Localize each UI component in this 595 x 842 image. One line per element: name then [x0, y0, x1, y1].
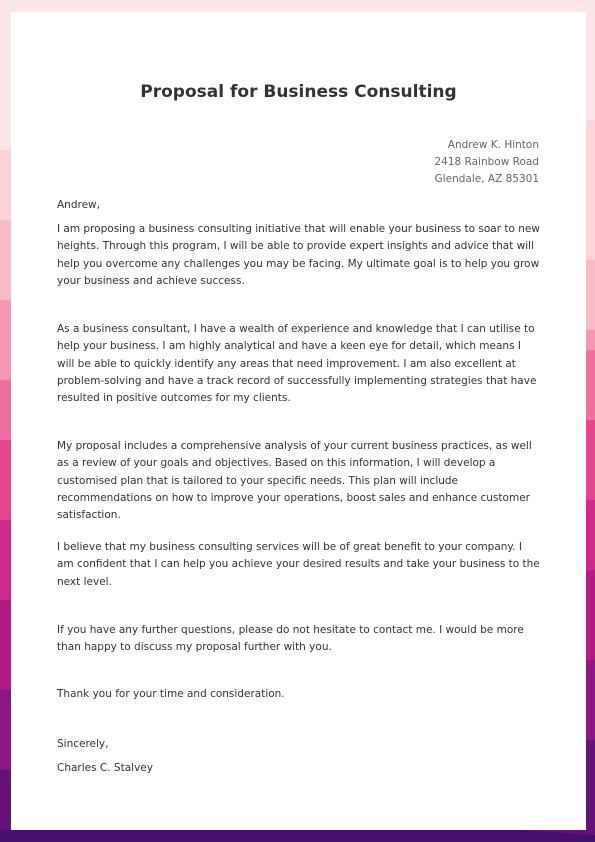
paragraph-benefit	[57, 539, 541, 591]
letter-title: Proposal for Business Consulting	[140, 82, 457, 102]
sender-name: Andrew K. Hinton	[447, 139, 539, 151]
paragraph-text: My proposal includes a comprehensive analysis of your current business practices, as well as a review of your goals and objectives. Based on this information, I will develop a customised plan that is tailored to your specific needs. This plan will include recommendations on how to improve your operations, boost sales and enhance customer satisfaction.	[57, 440, 532, 522]
paragraph-contact	[57, 622, 541, 657]
signature-name: Charles C. Stalvey	[57, 762, 153, 774]
closing: Sincerely,	[57, 738, 109, 750]
letter-page	[11, 12, 586, 830]
paragraph-text: If you have any further questions, please do not hesitate to contact me. I would be more than happy to discuss my proposal further with you.	[57, 624, 524, 654]
paragraph-text: As a business consultant, I have a wealth of experience and knowledge that I can utilise to help your business. I am highly analytical and have a keen eye for detail, which means I will be able to quickly identify any areas that need improvement. I am also excellent at problem-solving and have a track record of successfully implementing strategies that have resulted in positive outcomes for my clients.	[57, 323, 537, 405]
greeting: Andrew,	[57, 199, 100, 211]
paragraph-intro	[57, 221, 541, 290]
paragraph-thanks	[57, 686, 541, 703]
paragraph-proposal	[57, 438, 541, 524]
sender-address-block	[435, 137, 540, 188]
sender-street: 2418 Rainbow Road	[434, 156, 539, 168]
paragraph-text: I am proposing a business consulting initiative that will enable your business to soar to new heights. Through this program, I will be able to provide expert insights and advice that will help you overcome any challenges you may be facing. My ultimate goal is to help you grow your business and achieve success.	[57, 223, 540, 287]
paragraph-text: I believe that my business consulting services will be of great benefit to your company. I am confident that I can help you achieve your desired results and take your business to the next level.	[57, 541, 540, 588]
sender-city: Glendale, AZ 85301	[434, 173, 539, 185]
paragraph-experience	[57, 321, 541, 407]
paragraph-text: Thank you for your time and consideration.	[57, 688, 285, 700]
